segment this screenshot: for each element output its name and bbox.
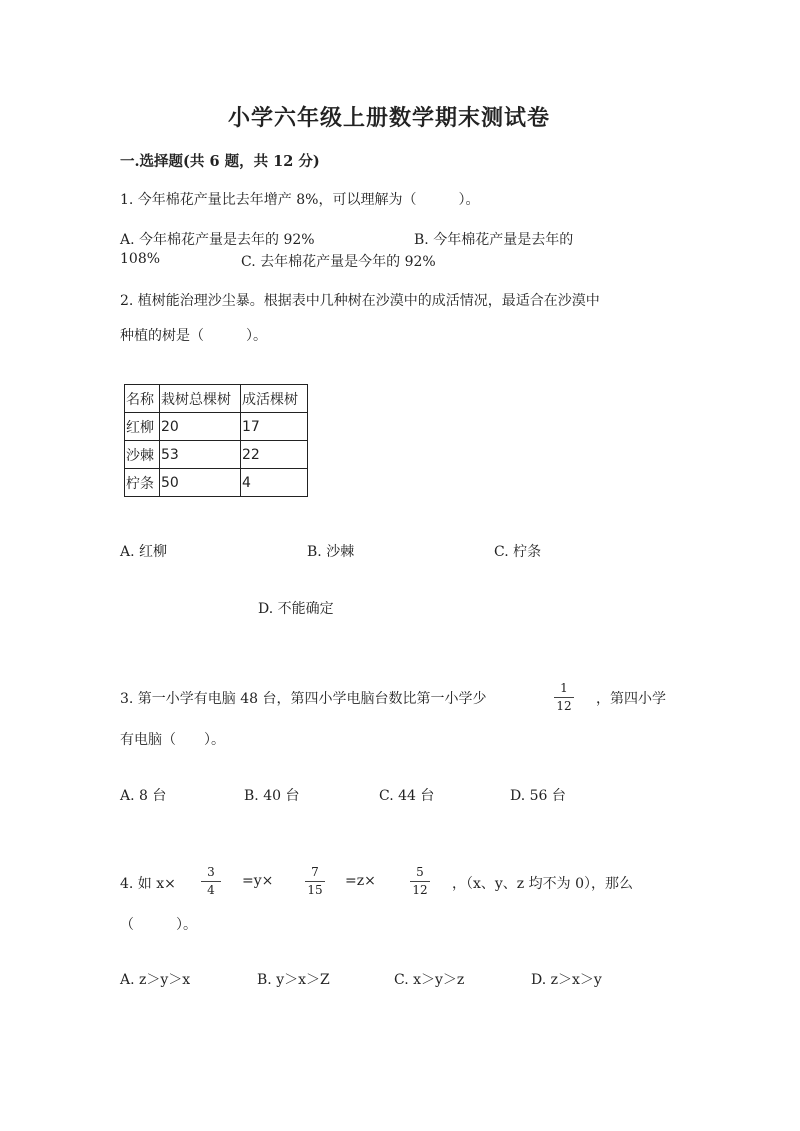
question-4-stem-part1: 4. 如 x× xyxy=(120,876,176,892)
fraction xyxy=(407,866,433,897)
fraction xyxy=(551,682,577,713)
question-2-option-b: B. 沙棘 xyxy=(307,544,355,560)
question-1-stem: 1. 今年棉花产量比去年增产 8%，可以理解为（ ）。 xyxy=(120,192,480,208)
question-2-option-c: C. 柠条 xyxy=(494,544,542,560)
table-cell: 50 xyxy=(160,469,241,497)
fraction-numerator: 3 xyxy=(207,865,215,879)
question-4-option-a: A. z＞y＞x xyxy=(120,972,191,988)
question-1-option-a: A. 今年棉花产量是去年的 92% xyxy=(120,232,315,248)
fraction-numerator: 5 xyxy=(416,865,424,879)
table-cell: 4 xyxy=(241,469,308,497)
fraction-bar xyxy=(554,697,574,698)
question-3-option-a: A. 8 台 xyxy=(120,788,167,804)
question-3-stem-line2: 有电脑（ ）。 xyxy=(120,732,225,748)
section-heading: 一.选择题(共 6 题，共 12 分) xyxy=(120,153,320,170)
page-title: 小学六年级上册数学期末测试卷 xyxy=(228,105,551,131)
question-4-stem-part3: =z× xyxy=(345,873,376,889)
question-2-stem-line2: 种植的树是（ ）。 xyxy=(120,328,267,344)
table-header-cell: 栽树总棵树 xyxy=(160,385,241,413)
fraction-bar xyxy=(305,881,325,882)
question-2-option-d: D. 不能确定 xyxy=(258,601,334,617)
question-4-stem-part2: =y× xyxy=(242,873,274,889)
fraction-denominator: 12 xyxy=(412,883,428,897)
fraction-bar xyxy=(410,881,430,882)
question-3-option-d: D. 56 台 xyxy=(510,788,566,804)
fraction-numerator: 1 xyxy=(560,681,568,695)
fraction-bar xyxy=(201,881,221,882)
question-1-option-c: C. 去年棉花产量是今年的 92% xyxy=(241,254,436,270)
question-4-stem-line2: （ ）。 xyxy=(120,917,197,933)
table-row xyxy=(125,441,308,469)
table-cell: 柠条 xyxy=(125,469,160,497)
question-2-stem-line1: 2. 植树能治理沙尘暴。根据表中几种树在沙漠中的成活情况，最适合在沙漠中 xyxy=(120,293,600,309)
table-row xyxy=(125,413,308,441)
table-cell: 53 xyxy=(160,441,241,469)
question-3-stem-part2: ，第四小学 xyxy=(596,691,666,707)
question-1-option-b-cont: 108% xyxy=(120,251,161,267)
question-1-option-b: B. 今年棉花产量是去年的 xyxy=(414,232,574,248)
question-2-option-a: A. 红柳 xyxy=(120,544,168,560)
question-4-stem-part4: ，（x、y、z 均不为 0），那么 xyxy=(452,876,633,892)
fraction xyxy=(302,866,328,897)
fraction-denominator: 4 xyxy=(207,883,215,897)
table-cell: 沙棘 xyxy=(125,441,160,469)
question-3-option-b: B. 40 台 xyxy=(244,788,300,804)
table-row xyxy=(125,469,308,497)
question-4-option-d: D. z＞x＞y xyxy=(531,972,602,988)
table-cell: 22 xyxy=(241,441,308,469)
question-3-option-c: C. 44 台 xyxy=(379,788,435,804)
fraction-denominator: 15 xyxy=(307,883,323,897)
fraction-denominator: 12 xyxy=(556,699,572,713)
table-header-row xyxy=(125,385,308,413)
table-cell: 17 xyxy=(241,413,308,441)
table-cell: 20 xyxy=(160,413,241,441)
fraction-numerator: 7 xyxy=(311,865,319,879)
question-3-stem-part1: 3. 第一小学有电脑 48 台，第四小学电脑台数比第一小学少 xyxy=(120,691,487,707)
tree-survival-table xyxy=(124,384,308,497)
question-4-option-b: B. y＞x＞Z xyxy=(257,972,330,988)
fraction xyxy=(198,866,224,897)
question-4-option-c: C. x＞y＞z xyxy=(394,972,465,988)
table-cell: 红柳 xyxy=(125,413,160,441)
table-header-cell: 成活棵树 xyxy=(241,385,308,413)
table-header-cell: 名称 xyxy=(125,385,160,413)
